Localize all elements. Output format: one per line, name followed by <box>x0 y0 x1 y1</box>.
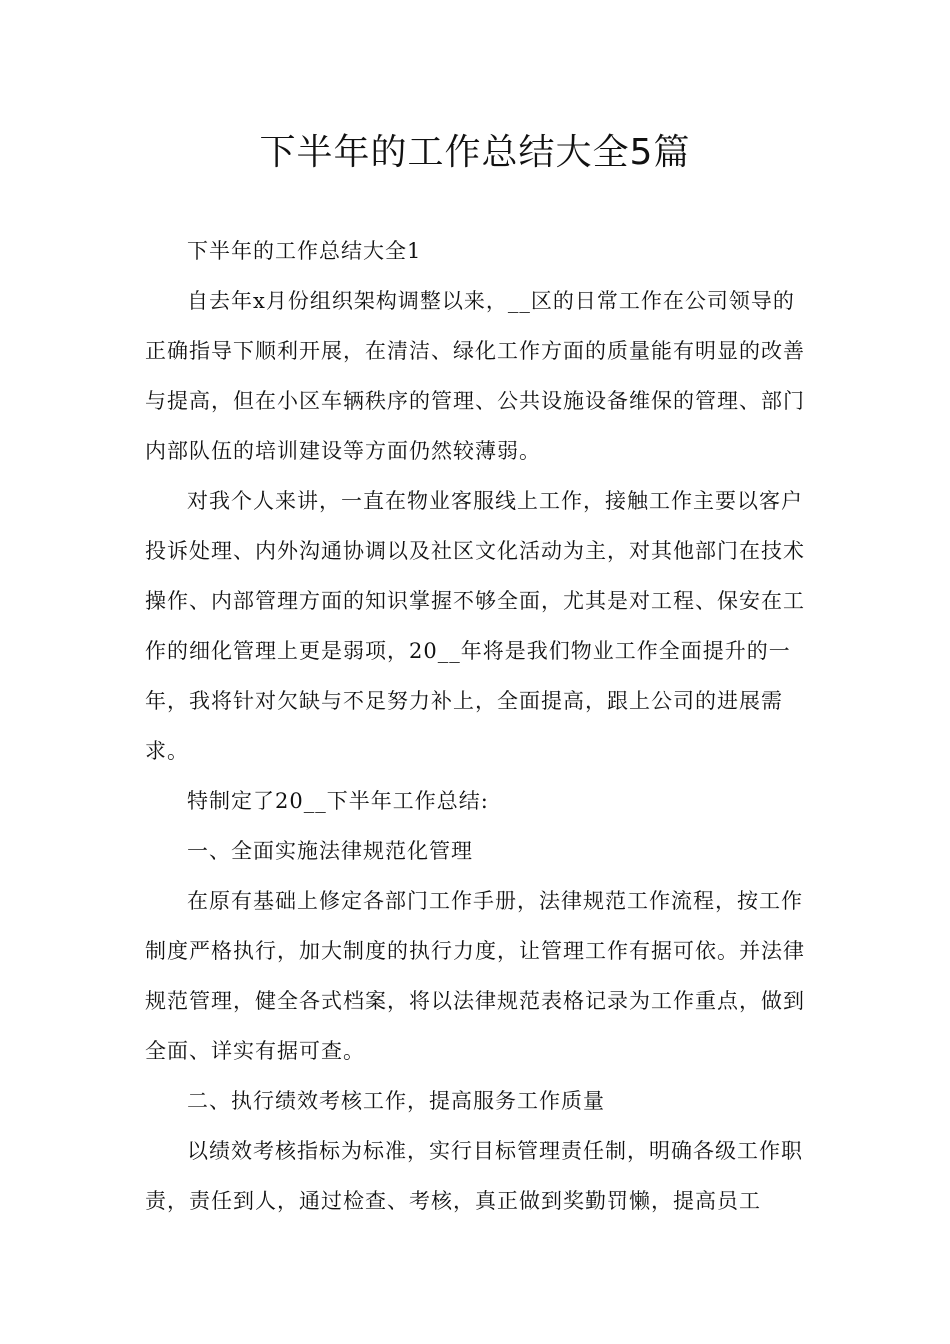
paragraph-legal-management: 在原有基础上修定各部门工作手册，法律规范工作流程，按工作制度严格执行，加大制度的执行力度，让管理工作有据可依。并法律规范管理，健全各式档案，将以法律规范表格记录为工作重点，做到全面、详实有据可查。 <box>145 889 805 1063</box>
document-body <box>145 226 815 1226</box>
paragraph-performance: 以绩效考核指标为标准，实行目标管理责任制，明确各级工作职责，责任到人，通过检查、考核，真正做到奖勤罚懒，提高员工 <box>145 1139 803 1213</box>
paragraph-personal: 对我个人来讲，一直在物业客服线上工作，接触工作主要以客户投诉处理、内外沟通协调以及社区文化活动为主，对其他部门在技术操作、内部管理方面的知识掌握不够全面，尤其是对工程、保安在工作的细化管理上更是弱项，20__年将是我们物业工作全面提升的一年，我将针对欠缺与不足努力补上，全面提高，跟上公司的进展需求。 <box>145 489 805 763</box>
subheading-2: 二、执行绩效考核工作，提高服务工作质量 <box>187 1089 605 1113</box>
document-title: 下半年的工作总结大全5篇 <box>259 132 691 173</box>
section-heading-1: 下半年的工作总结大全1 <box>187 239 422 263</box>
paragraph-intro: 自去年x月份组织架构调整以来，__区的日常工作在公司领导的正确指导下顺利开展，在清洁、绿化工作方面的质量能有明显的改善与提高，但在小区车辆秩序的管理、公共设施设备维保的管理、部门内部队伍的培训建设等方面仍然较薄弱。 <box>145 289 805 463</box>
paragraph-summary-lead: 特制定了20__下半年工作总结: <box>187 789 489 813</box>
subheading-1: 一、全面实施法律规范化管理 <box>187 839 473 863</box>
